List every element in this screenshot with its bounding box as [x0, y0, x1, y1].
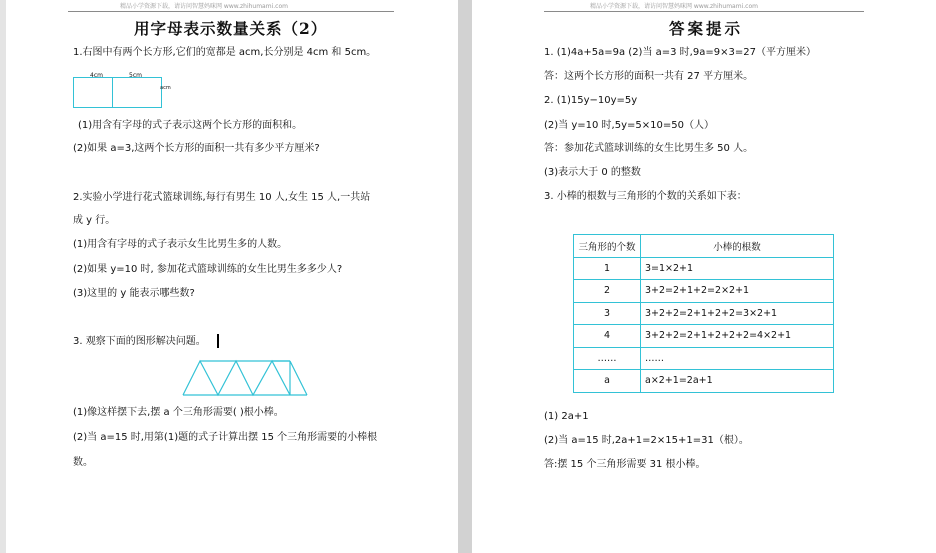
- q2-part2: (2)如果 y=10 时, 参加花式篮球训练的女生比男生多多少人?: [73, 264, 343, 275]
- q1-part2: (2)如果 a=3,这两个长方形的面积一共有多少平方厘米?: [73, 143, 320, 154]
- table-cell: 3+2=2+1+2=2×2+1: [641, 280, 834, 303]
- table-row: [574, 325, 834, 348]
- answer1-line1: 1. (1)4a+5a=9a (2)当 a=3 时,9a=9×3=27（平方厘米）: [544, 47, 816, 58]
- answer2-line2: (2)当 y=10 时,5y=5×10=50（人）: [544, 120, 714, 131]
- rectangle-right: [112, 77, 162, 108]
- table-cell: ……: [574, 347, 641, 370]
- table-row: [574, 302, 834, 325]
- page-title: 用字母表示数量关系（2）: [134, 19, 328, 38]
- header-note: 精品小学资源下载，请访问智慧妈咪网 www.zhihumami.com: [120, 3, 288, 10]
- table-row: [574, 370, 834, 393]
- table-row: [574, 280, 834, 303]
- table-cell: a×2+1=2a+1: [641, 370, 834, 393]
- q2-part1: (1)用含有字母的式子表示女生比男生多的人数。: [73, 239, 288, 250]
- rect-label-5cm: 5cm: [129, 72, 142, 79]
- header-rule: [68, 11, 394, 12]
- page-title: 答案提示: [669, 19, 744, 38]
- q3-part1: (1)像这样摆下去,摆 a 个三角形需要( )根小棒。: [73, 407, 284, 418]
- q1-part1: (1)用含有字母的式子表示这两个长方形的面积和。: [78, 120, 303, 131]
- table-header-cell: 三角形的个数: [574, 235, 641, 258]
- rect-label-acm: acm: [160, 85, 171, 91]
- table-cell: 2: [574, 280, 641, 303]
- q3-part2-line1: (2)当 a=15 时,用第(1)题的式子计算出摆 15 个三角形需要的小棒根: [73, 432, 378, 443]
- answer1-line2: 答：这两个长方形的面积一共有 27 平方厘米。: [544, 71, 754, 82]
- answer3-part2: (2)当 a=15 时,2a+1=2×15+1=31（根）。: [544, 435, 749, 446]
- q2-part3: (3)这里的 y 能表示哪些数?: [73, 288, 195, 299]
- q3-stem: 3. 观察下面的图形解决问题。: [73, 336, 206, 347]
- answer3-part1: (1) 2a+1: [544, 411, 589, 422]
- table-cell: 3+2+2=2+1+2+2=3×2+1: [641, 302, 834, 325]
- table-cell: ……: [641, 347, 834, 370]
- rect-label-4cm: 4cm: [90, 72, 103, 79]
- header-note: 精品小学资源下载，请访问智慧妈咪网 www.zhihumami.com: [590, 3, 758, 10]
- triangles-figure: [182, 359, 308, 397]
- q3-part2-line2: 数。: [73, 457, 93, 468]
- answer-table: [573, 234, 834, 393]
- answer2-line1: 2. (1)15y−10y=5y: [544, 95, 638, 106]
- left-page: [6, 0, 458, 553]
- table-cell: 3=1×2+1: [641, 257, 834, 280]
- table-row: [574, 257, 834, 280]
- right-page: [472, 0, 936, 553]
- table-cell: 1: [574, 257, 641, 280]
- rectangle-left: [73, 77, 113, 108]
- answer3-intro: 3. 小棒的根数与三角形的个数的关系如下表：: [544, 191, 747, 202]
- table-cell: 3+2+2=2+1+2+2+2=4×2+1: [641, 325, 834, 348]
- q1-stem: 1.右图中有两个长方形,它们的宽都是 acm,长分别是 4cm 和 5cm。: [73, 47, 377, 58]
- answer2-line3: 答：参加花式篮球训练的女生比男生多 50 人。: [544, 143, 754, 154]
- q2-stem-line2: 成 y 行。: [73, 215, 116, 226]
- table-cell: 3: [574, 302, 641, 325]
- table-cell: a: [574, 370, 641, 393]
- answer2-line4: (3)表示大于 0 的整数: [544, 167, 641, 178]
- table-cell: 4: [574, 325, 641, 348]
- table-header-row: [574, 235, 834, 258]
- page-gutter: [458, 0, 472, 553]
- q2-stem-line1: 2.实验小学进行花式篮球训练,每行有男生 10 人,女生 15 人,一共站: [73, 192, 371, 203]
- table-header-cell: 小棒的根数: [641, 235, 834, 258]
- answer3-conclusion: 答:摆 15 个三角形需要 31 根小棒。: [544, 459, 706, 470]
- header-rule: [544, 11, 864, 12]
- table-row: [574, 347, 834, 370]
- text-cursor: [217, 334, 219, 348]
